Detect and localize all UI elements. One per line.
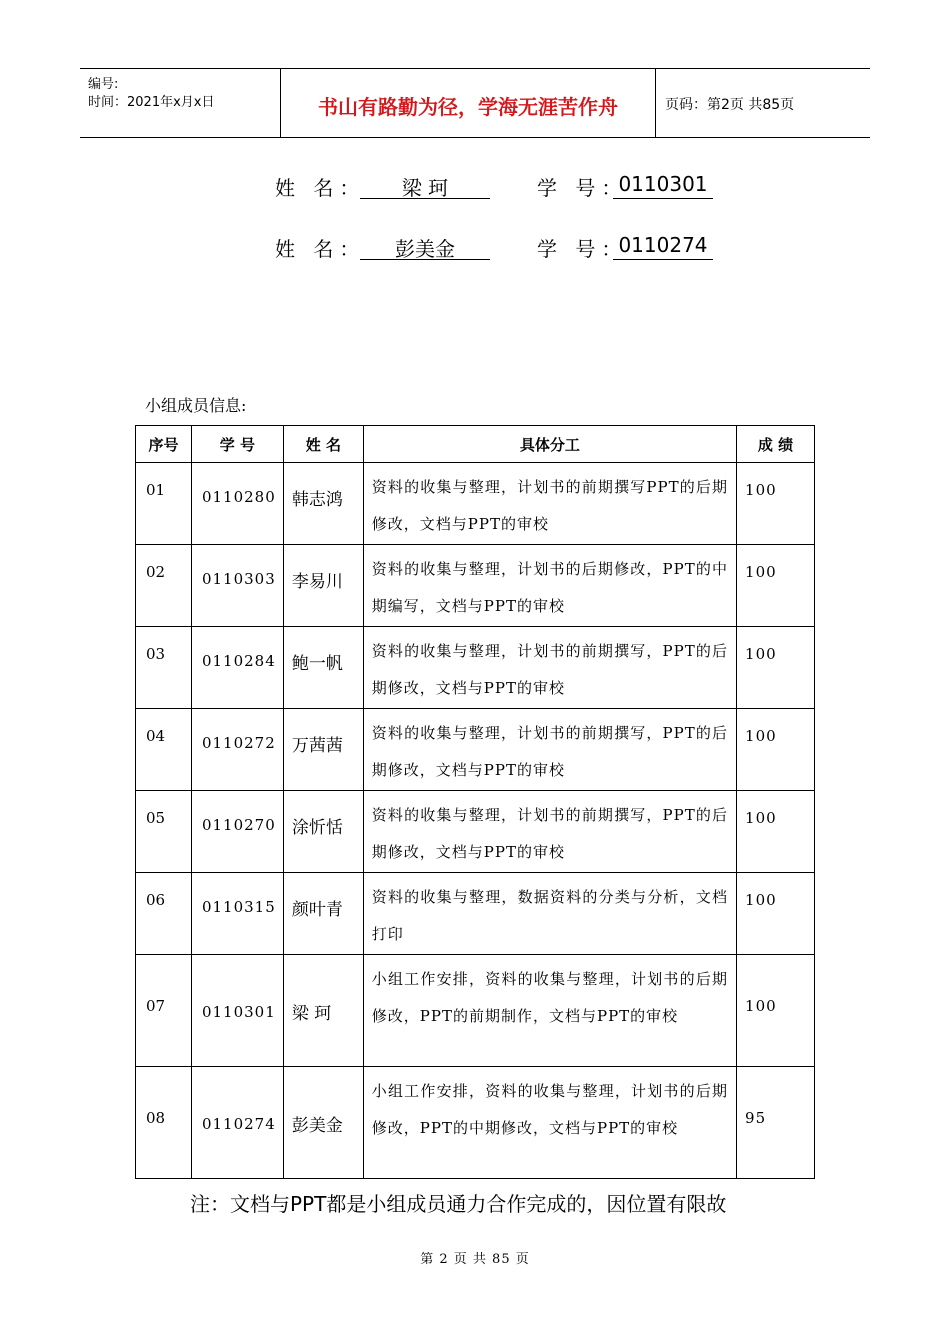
cell-work: 资料的收集与整理，计划书的前期撰写，PPT的后期修改，文档与PPT的审校 <box>363 627 736 709</box>
table-header-row <box>136 426 815 463</box>
name-label: 姓 名： <box>275 176 366 200</box>
id-label: 学 号： <box>537 176 628 200</box>
col-header-score: 成 绩 <box>737 426 815 463</box>
id-value: 0110274 <box>613 233 713 260</box>
header-motto-cell <box>280 69 656 137</box>
header-meta <box>80 69 280 137</box>
time-label: 时间：2021年x月x日 <box>88 95 215 110</box>
col-header-work: 具体分工 <box>363 426 736 463</box>
cell-work: 资料的收集与整理，计划书的前期撰写PPT的后期修改，文档与PPT的审校 <box>363 463 736 545</box>
cell-score: 100 <box>737 627 815 709</box>
cell-name: 万茜茜 <box>283 709 363 791</box>
cell-id: 0110303 <box>191 545 283 627</box>
cell-name: 韩志鸿 <box>283 463 363 545</box>
table-row <box>136 873 815 955</box>
cell-id: 0110301 <box>191 955 283 1067</box>
name-value: 梁 珂 <box>360 172 490 199</box>
cell-id: 0110284 <box>191 627 283 709</box>
cell-no: 01 <box>136 463 192 545</box>
col-header-id: 学 号 <box>191 426 283 463</box>
cell-work: 资料的收集与整理，计划书的前期撰写，PPT的后期修改，文档与PPT的审校 <box>363 709 736 791</box>
cell-score: 100 <box>737 955 815 1067</box>
cell-work: 资料的收集与整理，计划书的后期修改，PPT的中期编写，文档与PPT的审校 <box>363 545 736 627</box>
members-table <box>135 425 815 1179</box>
motto: 书山有路勤为径，学海无涯苦作舟 <box>318 95 618 119</box>
cell-score: 100 <box>737 709 815 791</box>
col-header-name: 姓 名 <box>283 426 363 463</box>
table-caption: 小组成员信息: <box>145 396 247 415</box>
cell-no: 03 <box>136 627 192 709</box>
cell-score: 100 <box>737 873 815 955</box>
cell-id: 0110315 <box>191 873 283 955</box>
table-row <box>136 1067 815 1179</box>
cell-no: 04 <box>136 709 192 791</box>
cell-no: 06 <box>136 873 192 955</box>
page-footer: 第 2 页 共 85 页 <box>420 1252 530 1267</box>
number-label: 编号: <box>88 77 119 92</box>
cell-name: 彭美金 <box>283 1067 363 1179</box>
cell-name: 涂忻恬 <box>283 791 363 873</box>
name-value: 彭美金 <box>360 233 490 260</box>
cell-no: 07 <box>136 955 192 1067</box>
cell-work: 小组工作安排，资料的收集与整理，计划书的后期修改，PPT的前期制作，文档与PPT的审校 <box>363 955 736 1067</box>
cell-work: 资料的收集与整理，数据资料的分类与分析，文档打印 <box>363 873 736 955</box>
cell-name: 李易川 <box>283 545 363 627</box>
cell-id: 0110274 <box>191 1067 283 1179</box>
header-page-cell <box>655 69 870 137</box>
cell-work: 小组工作安排，资料的收集与整理，计划书的后期修改，PPT的中期修改，文档与PPT的审校 <box>363 1067 736 1179</box>
cell-no: 08 <box>136 1067 192 1179</box>
col-header-no: 序号 <box>136 426 192 463</box>
cell-score: 100 <box>737 545 815 627</box>
cell-id: 0110270 <box>191 791 283 873</box>
cell-work: 资料的收集与整理，计划书的前期撰写，PPT的后期修改，文档与PPT的审校 <box>363 791 736 873</box>
table-row <box>136 709 815 791</box>
cell-id: 0110272 <box>191 709 283 791</box>
page-header <box>80 68 870 138</box>
id-value: 0110301 <box>613 172 713 199</box>
cell-no: 05 <box>136 791 192 873</box>
name-label: 姓 名： <box>275 237 366 261</box>
id-label: 学 号： <box>537 237 628 261</box>
table-row <box>136 791 815 873</box>
cell-id: 0110280 <box>191 463 283 545</box>
cell-name: 颜叶青 <box>283 873 363 955</box>
cell-no: 02 <box>136 545 192 627</box>
table-row <box>136 463 815 545</box>
cell-name: 鲍一帆 <box>283 627 363 709</box>
table-row <box>136 627 815 709</box>
table-row <box>136 955 815 1067</box>
table-row <box>136 545 815 627</box>
cell-name: 梁 珂 <box>283 955 363 1067</box>
note-text: 注：文档与PPT都是小组成员通力合作完成的，因位置有限故 <box>190 1192 727 1216</box>
cell-score: 95 <box>737 1067 815 1179</box>
page-code: 页码：第2页 共85页 <box>665 97 795 113</box>
cell-score: 100 <box>737 791 815 873</box>
cell-score: 100 <box>737 463 815 545</box>
